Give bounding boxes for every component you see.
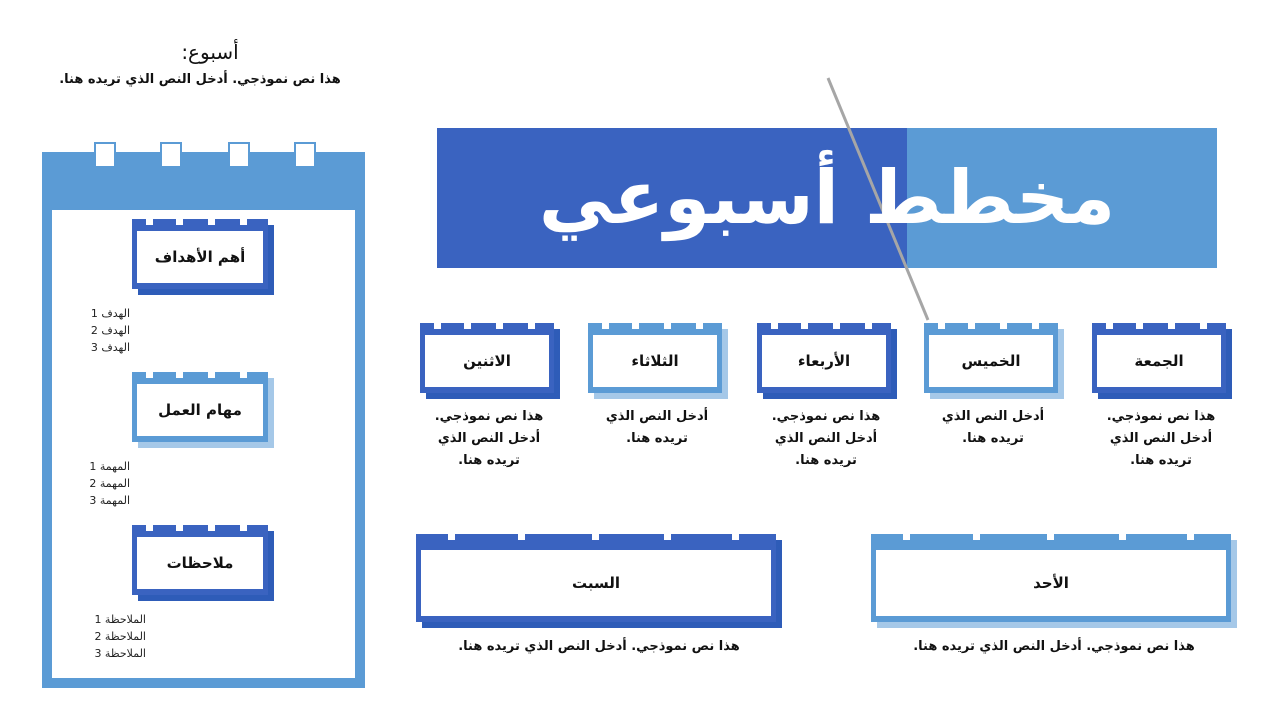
list-item: الهدف 3 (90, 341, 130, 354)
day-label: الأربعاء (762, 335, 886, 387)
tasks-card (132, 372, 268, 442)
day-text-friday: هذا نص نموذجي. أدخل النص الذي تريده هنا. (1106, 409, 1216, 468)
binder-ring (294, 142, 316, 168)
list-item: الملاحظة 1 (94, 613, 146, 626)
day-text-tuesday: أدخل النص الذي تريده هنا. (605, 409, 709, 446)
day-card-saturday (416, 534, 776, 622)
day-card-thursday (924, 323, 1058, 393)
day-label: الاثنين (425, 335, 549, 387)
goals-label: أهم الأهداف (137, 231, 263, 283)
week-title: أسبوع: (181, 40, 239, 64)
list-item: المهمة 3 (89, 494, 130, 507)
day-label: الأحد (876, 550, 1226, 616)
day-text-monday: هذا نص نموذجي. أدخل النص الذي تريده هنا. (434, 409, 544, 468)
list-item: الملاحظة 3 (94, 647, 146, 660)
day-card-monday (420, 323, 554, 393)
day-card-sunday (871, 534, 1231, 622)
banner-title: مخطط أسبوعي (538, 155, 1116, 241)
day-label: الجمعة (1097, 335, 1221, 387)
list-item: المهمة 2 (89, 477, 130, 490)
day-text-thursday: أدخل النص الذي تريده هنا. (941, 409, 1045, 446)
notes-label: ملاحظات (137, 537, 263, 589)
list-item: الهدف 2 (90, 324, 130, 337)
binder-ring (228, 142, 250, 168)
day-text-saturday: هذا نص نموذجي. أدخل النص الذي تريده هنا. (458, 639, 740, 654)
goals-list (40, 305, 130, 356)
goals-card (132, 219, 268, 289)
tasks-label: مهام العمل (137, 384, 263, 436)
list-item: الملاحظة 2 (94, 630, 146, 643)
day-card-wednesday (757, 323, 891, 393)
day-card-friday (1092, 323, 1226, 393)
day-label: الثلاثاء (593, 335, 717, 387)
list-item: الهدف 1 (90, 307, 130, 320)
notes-list (56, 611, 146, 662)
binder-ring (94, 142, 116, 168)
notes-card (132, 525, 268, 595)
day-text-wednesday: هذا نص نموذجي. أدخل النص الذي تريده هنا. (771, 409, 881, 468)
list-item: المهمة 1 (89, 460, 130, 473)
day-label: السبت (421, 550, 771, 616)
tasks-list (40, 458, 130, 509)
day-label: الخميس (929, 335, 1053, 387)
week-subtitle: هذا نص نموذجي. أدخل النص الذي تريده هنا. (59, 72, 341, 87)
day-card-tuesday (588, 323, 722, 393)
day-text-sunday: هذا نص نموذجي. أدخل النص الذي تريده هنا. (913, 639, 1195, 654)
binder-ring (160, 142, 182, 168)
